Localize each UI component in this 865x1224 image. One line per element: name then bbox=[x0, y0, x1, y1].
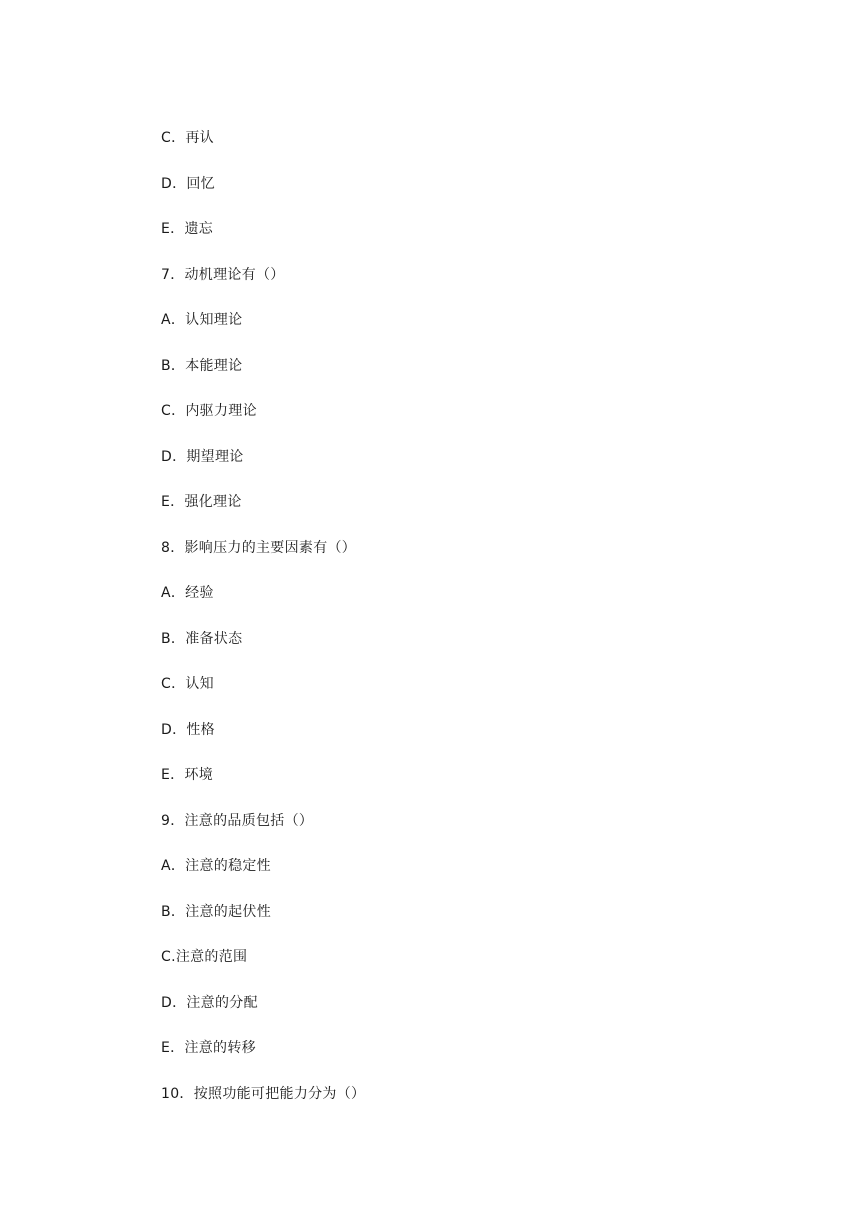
q8-option-e: E．环境 bbox=[161, 767, 214, 783]
q7-option-d: D．期望理论 bbox=[161, 449, 244, 465]
q8-option-d: D．性格 bbox=[161, 722, 215, 738]
option-c-recognition: C．再认 bbox=[161, 130, 214, 146]
question-10: 10．按照功能可把能力分为（） bbox=[161, 1086, 366, 1102]
q9-option-e: E．注意的转移 bbox=[161, 1040, 256, 1056]
question-7: 7．动机理论有（） bbox=[161, 267, 285, 283]
q9-option-b: B．注意的起伏性 bbox=[161, 904, 272, 920]
q9-option-d: D．注意的分配 bbox=[161, 995, 258, 1011]
question-9: 9．注意的品质包括（） bbox=[161, 813, 314, 829]
option-d-recall: D．回忆 bbox=[161, 176, 215, 192]
q8-option-b: B．准备状态 bbox=[161, 631, 243, 647]
q7-option-a: A．认知理论 bbox=[161, 312, 243, 328]
q8-option-c: C．认知 bbox=[161, 676, 214, 692]
q7-option-e: E．强化理论 bbox=[161, 494, 242, 510]
question-8: 8．影响压力的主要因素有（） bbox=[161, 540, 357, 556]
q9-option-a: A．注意的稳定性 bbox=[161, 858, 271, 874]
q8-option-a: A．经验 bbox=[161, 585, 214, 601]
option-e-forgetting: E．遗忘 bbox=[161, 221, 214, 237]
q7-option-c: C．内驱力理论 bbox=[161, 403, 257, 419]
q9-option-c: C.注意的范围 bbox=[161, 949, 248, 965]
q7-option-b: B．本能理论 bbox=[161, 358, 243, 374]
